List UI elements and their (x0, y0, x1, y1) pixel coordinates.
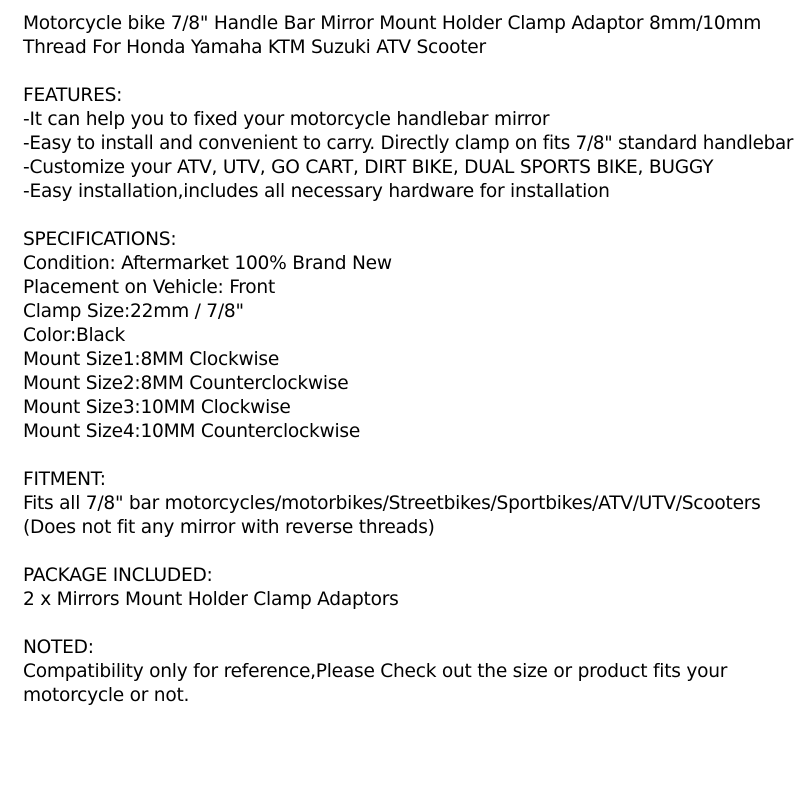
fitment-item: (Does not fit any mirror with reverse threads) (23, 517, 435, 538)
spec-item: Condition: Aftermarket 100% Brand New (23, 253, 392, 274)
title-line-2: Thread For Honda Yamaha KTM Suzuki ATV Scooter (23, 37, 486, 58)
spacer (23, 540, 790, 564)
package-item: 2 x Mirrors Mount Holder Clamp Adaptors (23, 589, 399, 610)
feature-item: -Customize your ATV, UTV, GO CART, DIRT BIKE, DUAL SPORTS BIKE, BUGGY (23, 157, 714, 178)
spec-item: Clamp Size:22mm / 7/8" (23, 301, 244, 322)
spec-item: Mount Size2:8MM Counterclockwise (23, 373, 349, 394)
feature-item: -It can help you to fixed your motorcycle handlebar mirror (23, 109, 550, 130)
features-heading: FEATURES: (23, 85, 123, 106)
title-line-1: Motorcycle bike 7/8" Handle Bar Mirror Mount Holder Clamp Adaptor 8mm/10mm (23, 13, 762, 34)
fitment-heading: FITMENT: (23, 469, 106, 490)
spacer (23, 60, 790, 84)
spec-item: Placement on Vehicle: Front (23, 277, 275, 298)
spacer (23, 204, 790, 228)
noted-item: motorcycle or not. (23, 685, 190, 706)
fitment-item: Fits all 7/8" bar motorcycles/motorbikes/Streetbikes/Sportbikes/ATV/UTV/Scooters (23, 493, 761, 514)
spec-item: Mount Size1:8MM Clockwise (23, 349, 280, 370)
noted-heading: NOTED: (23, 637, 94, 658)
feature-item: -Easy installation,includes all necessary hardware for installation (23, 181, 610, 202)
spec-item: Mount Size3:10MM Clockwise (23, 397, 291, 418)
package-heading: PACKAGE INCLUDED: (23, 565, 213, 586)
specifications-heading: SPECIFICATIONS: (23, 229, 177, 250)
spec-item: Color:Black (23, 325, 126, 346)
spec-item: Mount Size4:10MM Counterclockwise (23, 421, 361, 442)
feature-item: -Easy to install and convenient to carry. Directly clamp on fits 7/8" standard handlebar (23, 133, 794, 154)
spacer (23, 612, 790, 636)
noted-item: Compatibility only for reference,Please Check out the size or product fits your (23, 661, 728, 682)
spacer (23, 444, 790, 468)
